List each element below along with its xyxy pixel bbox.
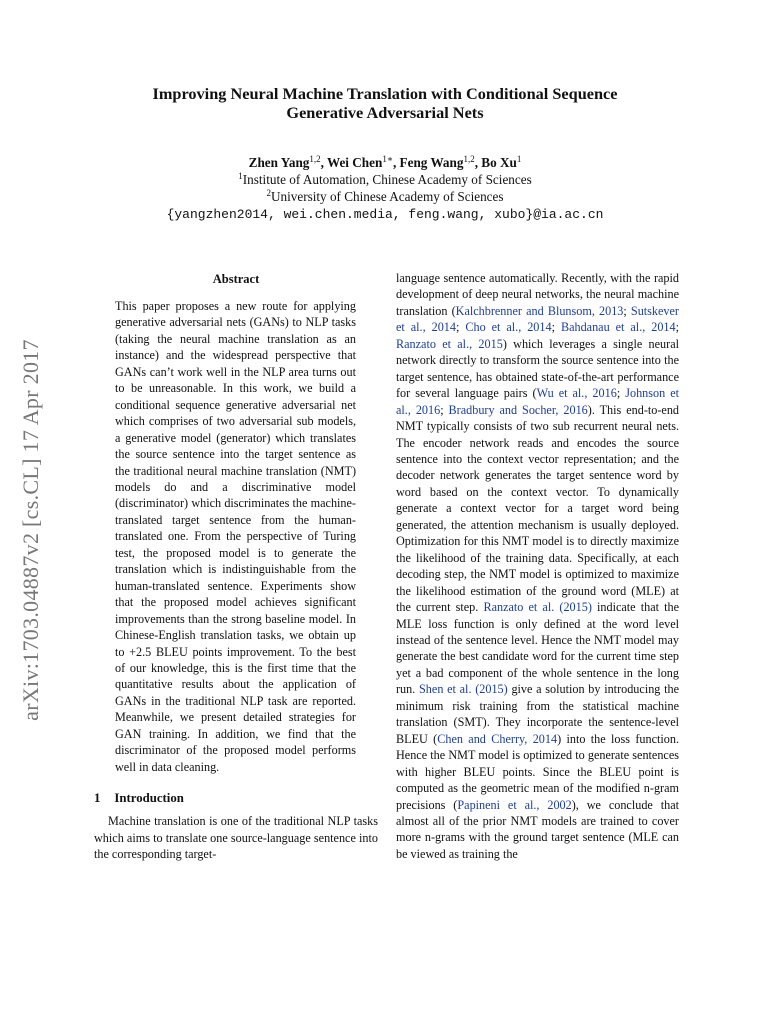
paragraph-text: indicate that the MLE loss function is only defined at the word level instead of the sentence level. Hence the NMT model may generate the best candidate word for the current time step yet a bad component of the whole sentence in the long run. (396, 600, 679, 697)
paragraph-text: ; (551, 320, 561, 335)
affiliation-2 (84, 188, 686, 205)
citation-link[interactable]: Chen and Cherry, 2014 (437, 731, 558, 746)
citation-link[interactable]: Ranzato et al. (2015) (483, 600, 592, 615)
author-affiliation-mark: 1,2 (309, 154, 321, 164)
citation-link[interactable]: Kalchbrenner and Blunsom, 2013 (455, 303, 624, 318)
affiliation-1 (84, 171, 686, 188)
right-column (396, 270, 679, 862)
author-separator: , (474, 155, 482, 170)
affiliation-2-mark: 2 (266, 188, 271, 198)
citation-link[interactable]: Bahdanau et al., 2014 (560, 320, 676, 335)
author-affiliation-mark: 1∗ (382, 154, 393, 164)
arxiv-identifier: arXiv:1703.04887v2 [cs.CL] 17 Apr 2017 (18, 339, 44, 721)
author-name: Wei Chen (327, 155, 383, 170)
paragraph-text: ; (675, 320, 680, 335)
author-affiliation-mark: 1 (516, 154, 522, 164)
title-line-1: Improving Neural Machine Translation with Conditional Sequence (152, 84, 618, 103)
citation-link[interactable]: Papineni et al., 2002 (457, 797, 572, 812)
author-affiliation-mark: 1,2 (463, 154, 475, 164)
paragraph-text: ; (616, 386, 626, 401)
citation-link[interactable]: Wu et al., 2016 (536, 386, 617, 401)
paragraph-text: ; (455, 320, 466, 335)
author-name: Feng Wang (399, 155, 464, 170)
author-list (84, 154, 686, 171)
paragraph-text: ) which leverages a single neural network directly to transform the source sentence into the target sentence, has obtained state-of-the-art performance for several language pairs ( (396, 336, 679, 401)
affiliation-1-mark: 1 (238, 171, 243, 181)
section-number: 1 (94, 791, 101, 806)
paragraph-text: ; (623, 303, 631, 318)
author-name: Bo Xu (481, 155, 517, 170)
affiliation-2-text: University of Chinese Academy of Sciences (270, 189, 504, 204)
title-line-2: Generative Adversarial Nets (286, 103, 484, 122)
author-separator: , (392, 155, 400, 170)
introduction-paragraph: Machine translation is one of the traditional NLP tasks which aims to translate one source-language sentence into the corresponding target- (94, 814, 378, 862)
introduction-continued-paragraph (396, 270, 679, 862)
left-column (94, 270, 378, 863)
author-emails: {yangzhen2014, wei.chen.media, feng.wang, xubo}@ia.ac.cn (166, 207, 604, 222)
citation-link[interactable]: Sutskever et al., 2014 (396, 303, 679, 335)
paragraph-text: ), we conclude that almost all of the prior NMT models are trained to cover more n-grams with the ground target sentence (MLE can be viewed as training the (396, 797, 679, 861)
abstract-heading: Abstract (212, 272, 260, 286)
paragraph-text: language sentence automatically. Recently, with the rapid development of deep neural networks, the neural machine translation ( (396, 271, 679, 318)
paragraph-text: ) into the loss function. Hence the NMT model is optimized to generate sentences with higher BLEU points. Since the BLEU point is computed as the geometric mean of the modified n-gram precisions ( (396, 731, 679, 812)
citation-link[interactable]: Shen et al. (2015) (419, 682, 508, 697)
arxiv-stamp (14, 320, 48, 740)
citation-link[interactable]: Cho et al., 2014 (465, 320, 552, 335)
affiliation-1-text: Institute of Automation, Chinese Academy of Sciences (242, 172, 532, 187)
citation-link[interactable]: Ranzato et al., 2015 (396, 336, 503, 351)
section-title: Introduction (114, 791, 184, 806)
paragraph-text: give a solution by introducing the minimum risk training from the statistical machine translation (SMT). They incorporate the sentence-level BLEU ( (396, 682, 680, 746)
abstract-body: This paper proposes a new route for applying generative adversarial nets (GANs) to NLP tasks (taking the neural machine translation as an instance) and the widespread perspective that GANs can’t work well in the NLP area turns out to be unreasonable. In this work, we build a conditional sequence generative adversarial net which comprises of two adversarial sub models, a generative model (generator) which translates the source sentence into the target sentence as the traditional neural machine translation (NMT) models do and a discriminative model (discriminator) which discriminates the machine-translated target sentence from the human-translated one. From the perspective of Turing test, the proposed model is to generate the translation which is indistinguishable from the human-translated sentence. Experiments show that the proposed model achieves significant improvements than the strong baseline model. In Chinese-English translation tasks, we obtain up to +2.5 BLEU points improvement. To the best of our knowledge, this is the first time that the quantitative results about the application of GANs in the traditional NLP task are reported. Meanwhile, we present detailed strategies for GAN training. In addition, we find that the discriminator of the proposed model performs well in data cleaning. (115, 299, 356, 774)
paper-title (84, 84, 686, 122)
paragraph-text: ). This end-to-end NMT typically consists of two sub recurrent neural nets. The encoder network reads and encodes the source sentence into the context vector representation; and the decoder network generates the target sentence word by word based on the context vector. To dynamically generate a context vector for a target word being generated, the attention mechanism is usually deployed. Optimization for this NMT model is to directly maximize the likelihood of the training data. Specifically, at each decoding step, the NMT model is optimized to maximize the likelihood estimation of the ground word (MLE) at the current step. (396, 402, 680, 615)
paragraph-text: ; (440, 402, 449, 417)
author-name: Zhen Yang (248, 155, 310, 170)
citation-link[interactable]: Johnson et al., 2016 (396, 386, 680, 417)
citation-link[interactable]: Bradbury and Socher, 2016 (448, 402, 588, 417)
paper-header (84, 84, 686, 224)
author-separator: , (320, 155, 327, 170)
section-heading-introduction (94, 789, 378, 807)
